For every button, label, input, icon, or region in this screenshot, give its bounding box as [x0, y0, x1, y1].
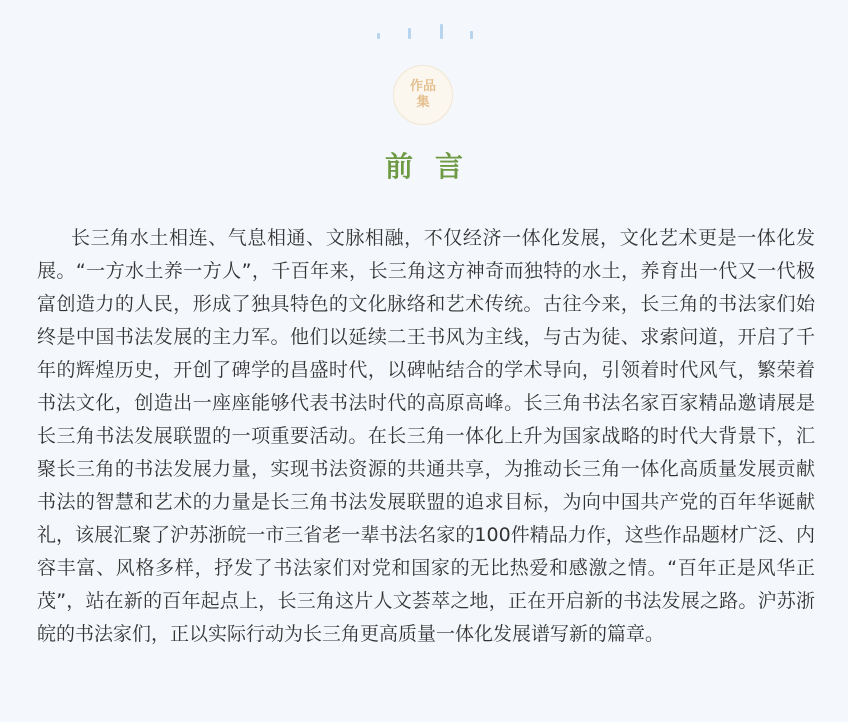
decorative-tick-marks — [0, 24, 848, 44]
tick-mark — [440, 24, 443, 39]
tick-mark — [470, 31, 473, 39]
page-title: 前言 — [384, 150, 485, 183]
collection-badge — [393, 65, 453, 125]
tick-mark — [408, 28, 411, 39]
preface-paragraph: 长三角水土相连、气息相通、文脉相融，不仅经济一体化发展，文化艺术更是一体化发展。“一方水土养一方人”，千百年来，长三角这方神奇而独特的水土，养育出一代又一代极富创造力的人民，形成了独具特色的文化脉络和艺术传统。古往今来，长三角的书法家们始终是中国书法发展的主力军。他们以延续二王书风为主线，与古为徒、求索问道，开启了千年的辉煌历史，开创了碑学的昌盛时代，以碑帖结合的学术导向，引领着时代风气，繁荣着书法文化，创造出一座座能够代表书法时代的高原高峰。长三角书法名家百家精品邀请展是长三角书法发展联盟的一项重要活动。在长三角一体化上升为国家战略的时代大背景下，汇聚长三角的书法发展力量，实现书法资源的共通共享，为推动长三角一体化高质量发展贡献书法的智慧和艺术的力量是长三角书法发展联盟的追求目标，为向中国共产党的百年华诞献礼，该展汇聚了沪苏浙皖一市三省老一辈书法名家的100件精品力作，这些作品题材广泛、内容丰富、风格多样，抒发了书法家们对党和国家的无比热爱和感激之情。“百年正是风华正茂”，站在新的百年起点上，长三角这片人文荟萃之地，正在开启新的书法发展之路。沪苏浙皖的书法家们，正以实际行动为长三角更高质量一体化发展谱写新的篇章。 — [37, 227, 815, 645]
tick-mark — [377, 33, 380, 39]
badge-label: 作品集 — [409, 79, 436, 110]
